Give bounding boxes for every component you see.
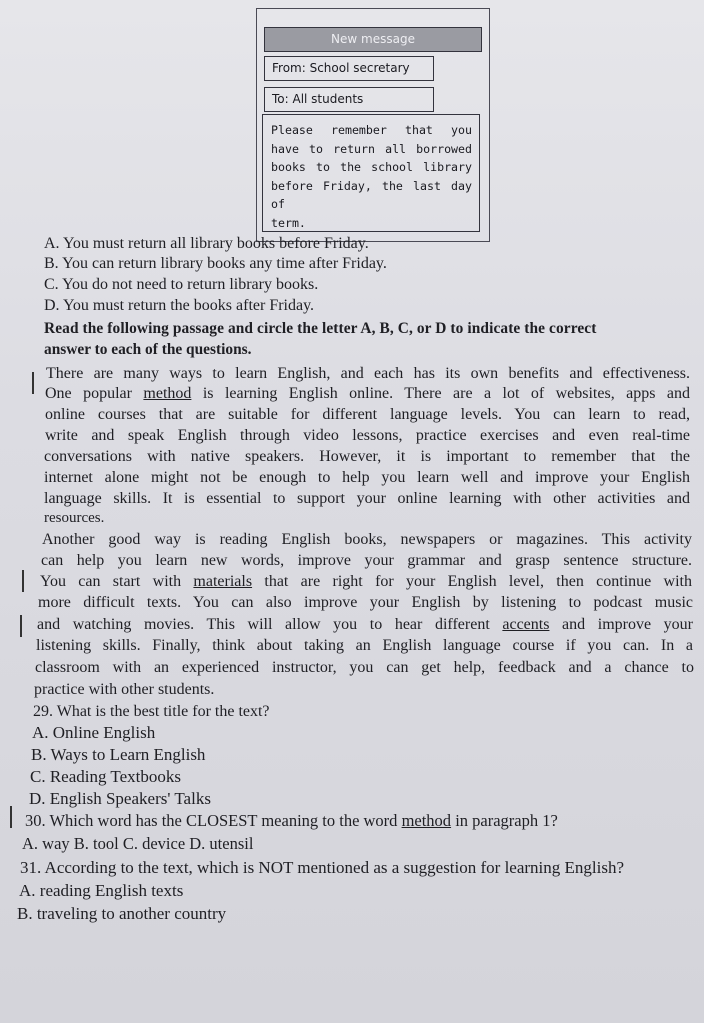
passage-line: listening skills. Finally, think about taking an English language course if you can. In a (36, 637, 693, 654)
passage-line: You can start with materials that are right for your English level, then continue with (40, 573, 693, 590)
q31-stem: 31. According to the text, which is NOT mentioned as a suggestion for learning English? (20, 858, 625, 877)
instruction-line: Read the following passage and circle the letter A, B, C, or D to indicate the correct (44, 320, 597, 337)
q30-stem: 30. Which word has the CLOSEST meaning to the word method in paragraph 1? (25, 811, 558, 830)
instruction-line: answer to each of the questions. (44, 341, 252, 358)
q30-options: A. way B. tool C. device D. utensil (22, 834, 254, 853)
q28-option-b: B. You can return library books any time after Friday. (44, 255, 387, 272)
passage-line: internet alone might not be enough to help you learn well and improve your English (44, 469, 690, 486)
passage-line: classroom with an experienced instructor, you can get help, feedback and a chance to (35, 659, 694, 676)
q30-target-word: method (401, 811, 452, 830)
message-line: term. (271, 215, 306, 230)
q29-option-c: C. Reading Textbooks (30, 767, 182, 786)
q31-option-b: B. traveling to another country (17, 904, 227, 923)
q29-option-a: A. Online English (32, 723, 156, 742)
to-field: To: All students (264, 87, 434, 112)
passage-line: conversations with native speakers. However, it is important to remember that the (44, 448, 690, 465)
q28-option-a: A. You must return all library books before Friday. (44, 235, 369, 252)
passage-line: write and speak English through video lessons, practice exercises and even real-time (45, 427, 690, 444)
passage-line: can help you learn new words, improve your grammar and grasp sentence structure. (41, 552, 692, 569)
q29-option-d: D. English Speakers' Talks (29, 789, 211, 808)
passage-line: One popular method is learning English online. There are a lot of websites, apps and (45, 385, 691, 402)
margin-mark (10, 806, 12, 828)
q29-stem: 29. What is the best title for the text? (33, 703, 270, 720)
passage-line: resources. (44, 510, 105, 526)
margin-mark (20, 615, 22, 637)
message-body (262, 114, 480, 232)
passage-line: more difficult texts. You can also improve your English by listening to podcast music (38, 594, 693, 611)
q29-option-b: B. Ways to Learn English (31, 745, 206, 764)
passage-line: language skills. It is essential to support your online learning with other activities and (44, 490, 690, 507)
message-line: books to the school library (271, 160, 472, 175)
margin-mark (32, 372, 34, 394)
message-line: have to return all borrowed (271, 141, 472, 156)
message-line: before Friday, the last day of (271, 178, 472, 212)
q28-option-d: D. You must return the books after Friday. (44, 297, 315, 314)
passage-line: online courses that are suitable for different language levels. You can learn to read, (45, 406, 690, 423)
message-header: New message (264, 27, 482, 52)
margin-mark (22, 570, 24, 592)
q31-option-a: A. reading English texts (19, 881, 184, 900)
passage-line: There are many ways to learn English, and each has its own benefits and effectiveness. (46, 365, 690, 382)
from-field: From: School secretary (264, 56, 434, 81)
q28-option-c: C. You do not need to return library books. (44, 276, 319, 293)
message-line: Please remember that you (271, 123, 472, 137)
passage-line: and watching movies. This will allow you to hear different accents and improve your (37, 616, 694, 633)
passage-line: Another good way is reading English books, newspapers or magazines. This activity (42, 531, 692, 548)
passage-line: practice with other students. (34, 681, 215, 698)
